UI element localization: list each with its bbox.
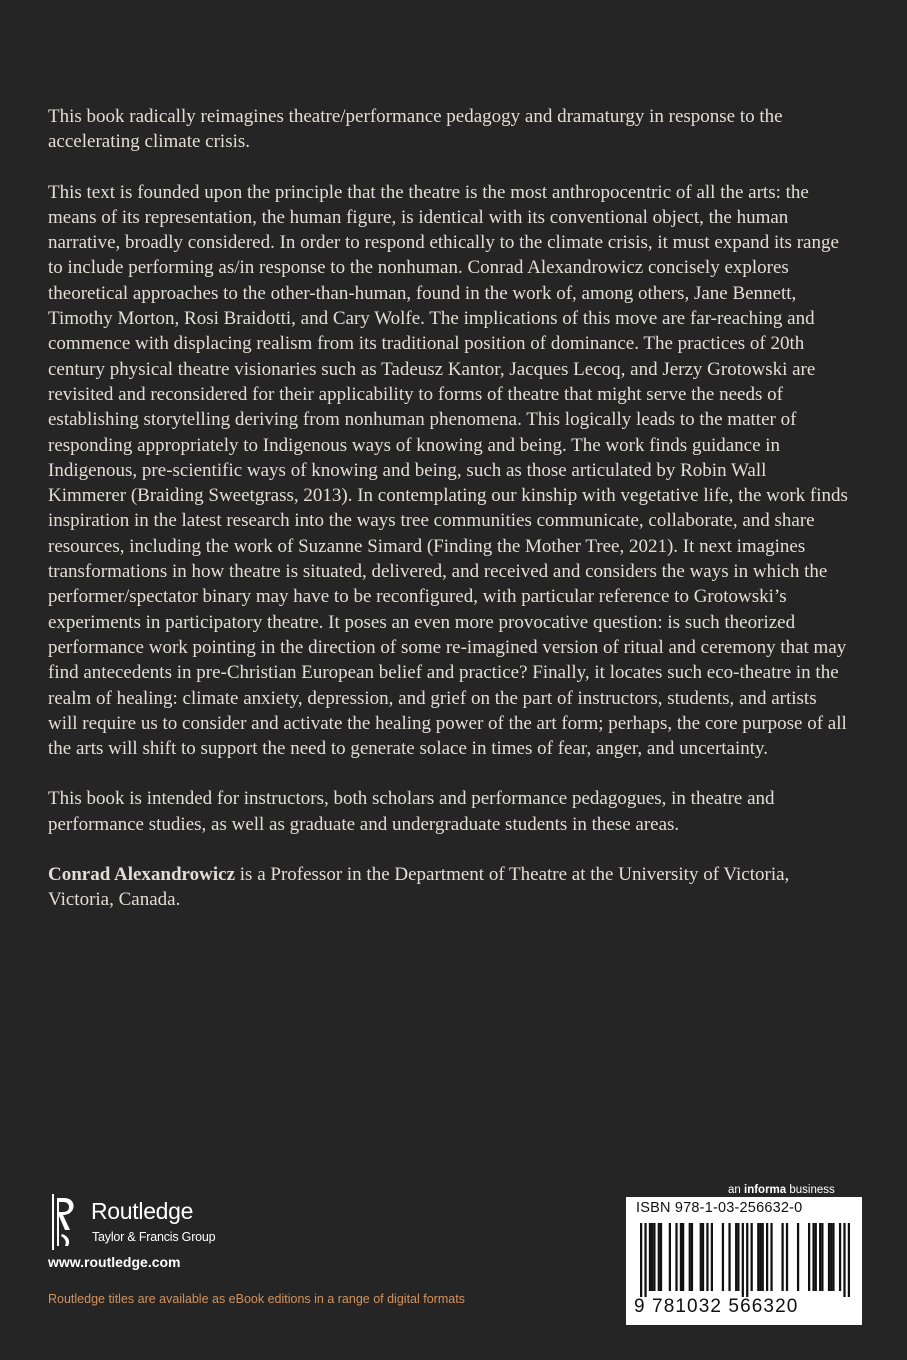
barcode-bar (706, 1223, 708, 1291)
barcode-bar (819, 1223, 821, 1291)
barcode-bar (812, 1223, 814, 1291)
barcode-bar (742, 1223, 744, 1297)
barcode-bar (660, 1223, 662, 1291)
author-name: Conrad Alexandrowicz (48, 864, 236, 886)
barcode-bar (735, 1223, 737, 1291)
barcode-bar (689, 1223, 691, 1291)
barcode-bar (728, 1223, 730, 1291)
intro-paragraph: This book radically reimagines theatre/performance pedagogy and dramaturgy in response to the accelerating climate crisis. (48, 106, 783, 153)
barcode-bar (644, 1223, 646, 1297)
barcode-bar (832, 1223, 834, 1291)
barcode-bar (658, 1223, 660, 1291)
barcode-bar (843, 1223, 845, 1297)
barcode-bar (757, 1223, 759, 1291)
barcode-bar (711, 1223, 713, 1291)
barcode-bar (781, 1223, 783, 1291)
ebook-note: Routledge titles are available as eBook editions in a range of digital formats (48, 1292, 465, 1306)
barcode-bar (722, 1223, 724, 1291)
informa-tagline (728, 1184, 835, 1196)
barcode-bar (830, 1223, 832, 1291)
barcode-graphic (640, 1223, 850, 1297)
barcode-bar (762, 1223, 764, 1291)
barcode-bar (839, 1223, 841, 1291)
barcode-bar (770, 1223, 772, 1291)
barcode-bar (640, 1223, 642, 1297)
barcode-bar (669, 1223, 671, 1291)
audience-paragraph: This book is intended for instructors, both scholars and performance pedagogues, in theatre and performance studies, as well as graduate and undergraduate students in these areas. (48, 788, 775, 835)
barcode-bar (766, 1223, 768, 1291)
barcode-bar (821, 1223, 823, 1291)
publisher-group: Taylor & Francis Group (92, 1230, 216, 1244)
barcode-bar (682, 1223, 684, 1291)
barcode-bar (746, 1223, 748, 1297)
author-bio-paragraph (48, 862, 848, 913)
barcode-bar (808, 1223, 810, 1291)
barcode-bar (759, 1223, 761, 1291)
publisher-name: Routledge (91, 1198, 194, 1224)
informa-suffix: business (786, 1184, 835, 1196)
routledge-r-icon (48, 1194, 78, 1250)
barcode-bar (649, 1223, 651, 1291)
ean-digits: 9 781032 566320 (634, 1296, 799, 1317)
informa-prefix: an (728, 1184, 744, 1196)
barcode-bar (651, 1223, 653, 1291)
barcode-bar (828, 1223, 830, 1291)
author-bio-text: is a Professor in the Department of Theatre at the University of Victoria, Victoria, Canada. (48, 864, 790, 911)
back-cover-blurb (48, 104, 848, 938)
description-paragraph: This text is founded upon the principle that the theatre is the most anthropocentric of all the arts: the means of its representation, the human figure, is identical with its conventional object, the human narrative, broadly considered. In order to respond ethically to the climate crisis, it must expand its range to include performing as/in response to the nonhuman. Conrad Alexandrowicz concisely explores theoretical approaches to the other-than-human, found in the work of, among others, Jane Bennett, Timothy Morton, Rosi Braidotti, and Cary Wolfe. The implications of this move are far-reaching and commence with displacing realism from its traditional position of dominance. The practices of 20th century physical theatre visionaries such as Tadeusz Kantor, Jacques Lecoq, and Jerzy Grotowski are revisited and reconsidered for their applicability to forms of theatre that might serve the needs of establishing storytelling deriving from nonhuman phenomena. This logically leads to the matter of responding appropriately to Indigenous ways of knowing and being. The work finds guidance in Indigenous, pre-scientific ways of knowing and being, such as those articulated by Robin Wall Kimmerer (Braiding Sweetgrass, 2013). In contemplating our kinship with vegetative life, the work finds inspiration in the latest research into the ways tree communities communicate, collaborate, and share resources, including the work of Suzanne Simard (Finding the Mother Tree, 2021). It next imagines transformations in how theatre is situated, delivered, and received and considers the ways in which the performer/spectator binary may have to be reconfigured, with particular reference to Grotowski’s experiments in participatory theatre. It poses an even more provocative question: is such theorized performance work pointing in the direction of some re-imagined version of ritual and ceremony that may find antecedents in pre-Christian European belief and practice? Finally, it locates such eco-theatre in the realm of healing: climate anxiety, depression, and grief on the part of instructors, students, and artists will require us to consider and activate the healing power of the art form; perhaps, the core purpose of all the arts will shift to support the need to generate solace in times of fear, anger, and uncertainty. (48, 181, 848, 760)
barcode-bar (702, 1223, 704, 1291)
barcode-bar (751, 1223, 753, 1291)
barcode-bar (653, 1223, 655, 1291)
barcode-bar (675, 1223, 677, 1291)
barcode-bar (700, 1223, 702, 1291)
isbn-label: ISBN 978-1-03-256632-0 (636, 1200, 803, 1216)
barcode-bar (737, 1223, 739, 1291)
barcode-bar (680, 1223, 682, 1291)
informa-bold: informa (744, 1184, 787, 1196)
barcode-bar (848, 1223, 850, 1297)
isbn-barcode-panel (626, 1197, 862, 1325)
publisher-website: www.routledge.com (48, 1254, 181, 1270)
barcode-bar (786, 1223, 788, 1291)
barcode-bar (691, 1223, 693, 1291)
barcode-bar (815, 1223, 817, 1291)
barcode-bar (797, 1223, 799, 1291)
